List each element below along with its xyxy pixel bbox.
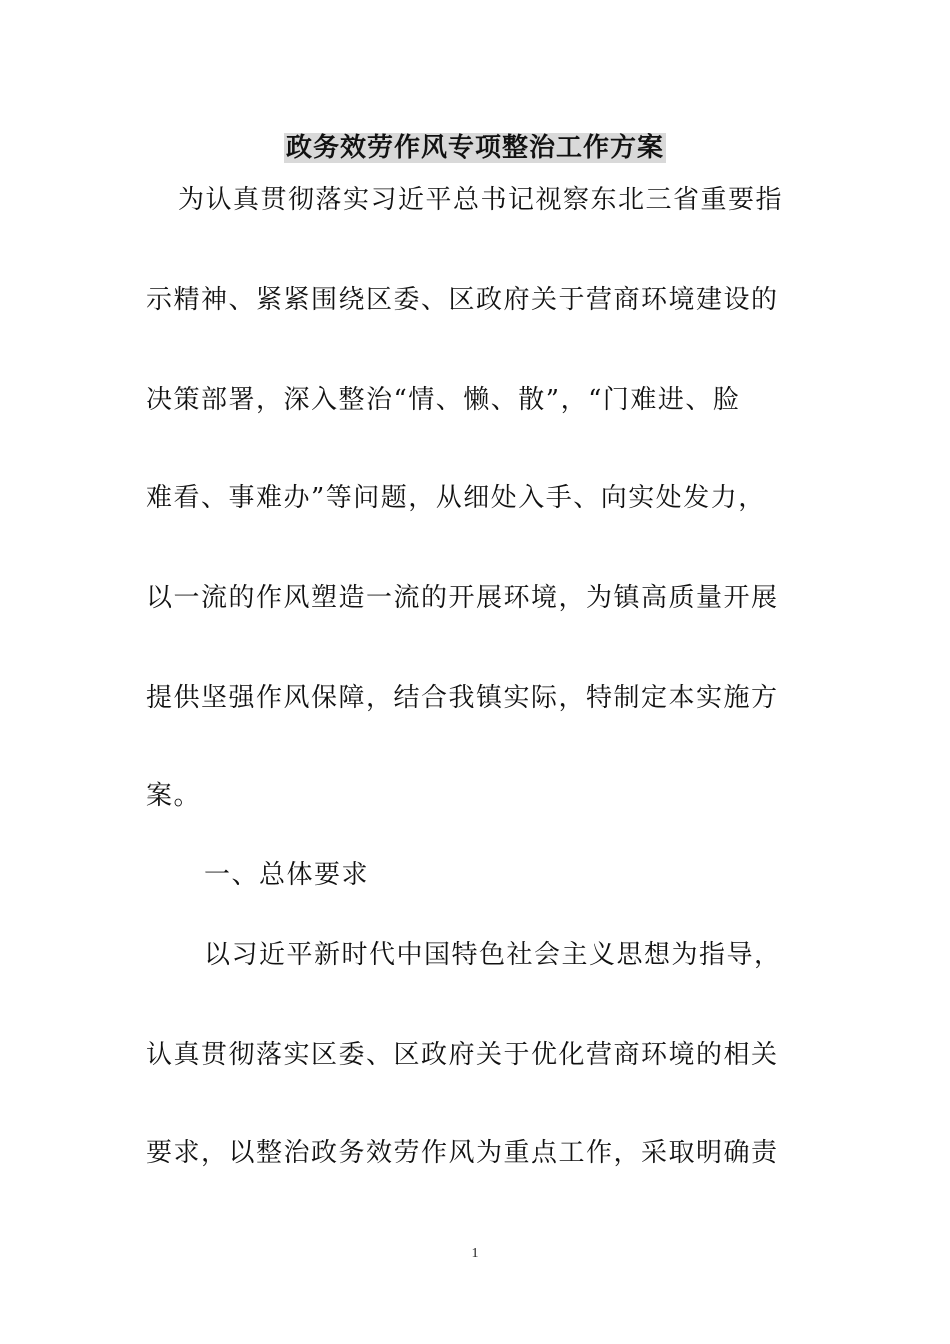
paragraph-line: 为认真贯彻落实习近平总书记视察东北三省重要指 — [178, 185, 784, 215]
page-number: 1 — [471, 1246, 479, 1261]
paragraph-line: 示精神、紧紧围绕区委、区政府关于营商环境建设的 — [146, 285, 779, 315]
paragraph-line: 要求，以整治政务效劳作风为重点工作，采取明确责 — [146, 1138, 779, 1168]
paragraph-line: 难看、事难办”等问题，从细处入手、向实处发力， — [146, 483, 766, 513]
document-title — [0, 128, 950, 168]
paragraph-line: 决策部署，深入整治“情、懒、散”，“门难进、脸 — [146, 385, 741, 415]
paragraph-line: 案。 — [146, 781, 202, 811]
paragraph-line: 认真贯彻落实区委、区政府关于优化营商环境的相关 — [146, 1040, 779, 1070]
paragraph-line: 以一流的作风塑造一流的开展环境，为镇高质量开展 — [146, 583, 779, 613]
document-title-text: 政务效劳作风专项整治工作方案 — [285, 133, 664, 163]
paragraph-line: 以习近平新时代中国特色社会主义思想为指导， — [204, 940, 782, 970]
section-heading: 一、总体要求 — [204, 860, 370, 890]
paragraph-line: 提供坚强作风保障，结合我镇实际，特制定本实施方 — [146, 683, 779, 713]
